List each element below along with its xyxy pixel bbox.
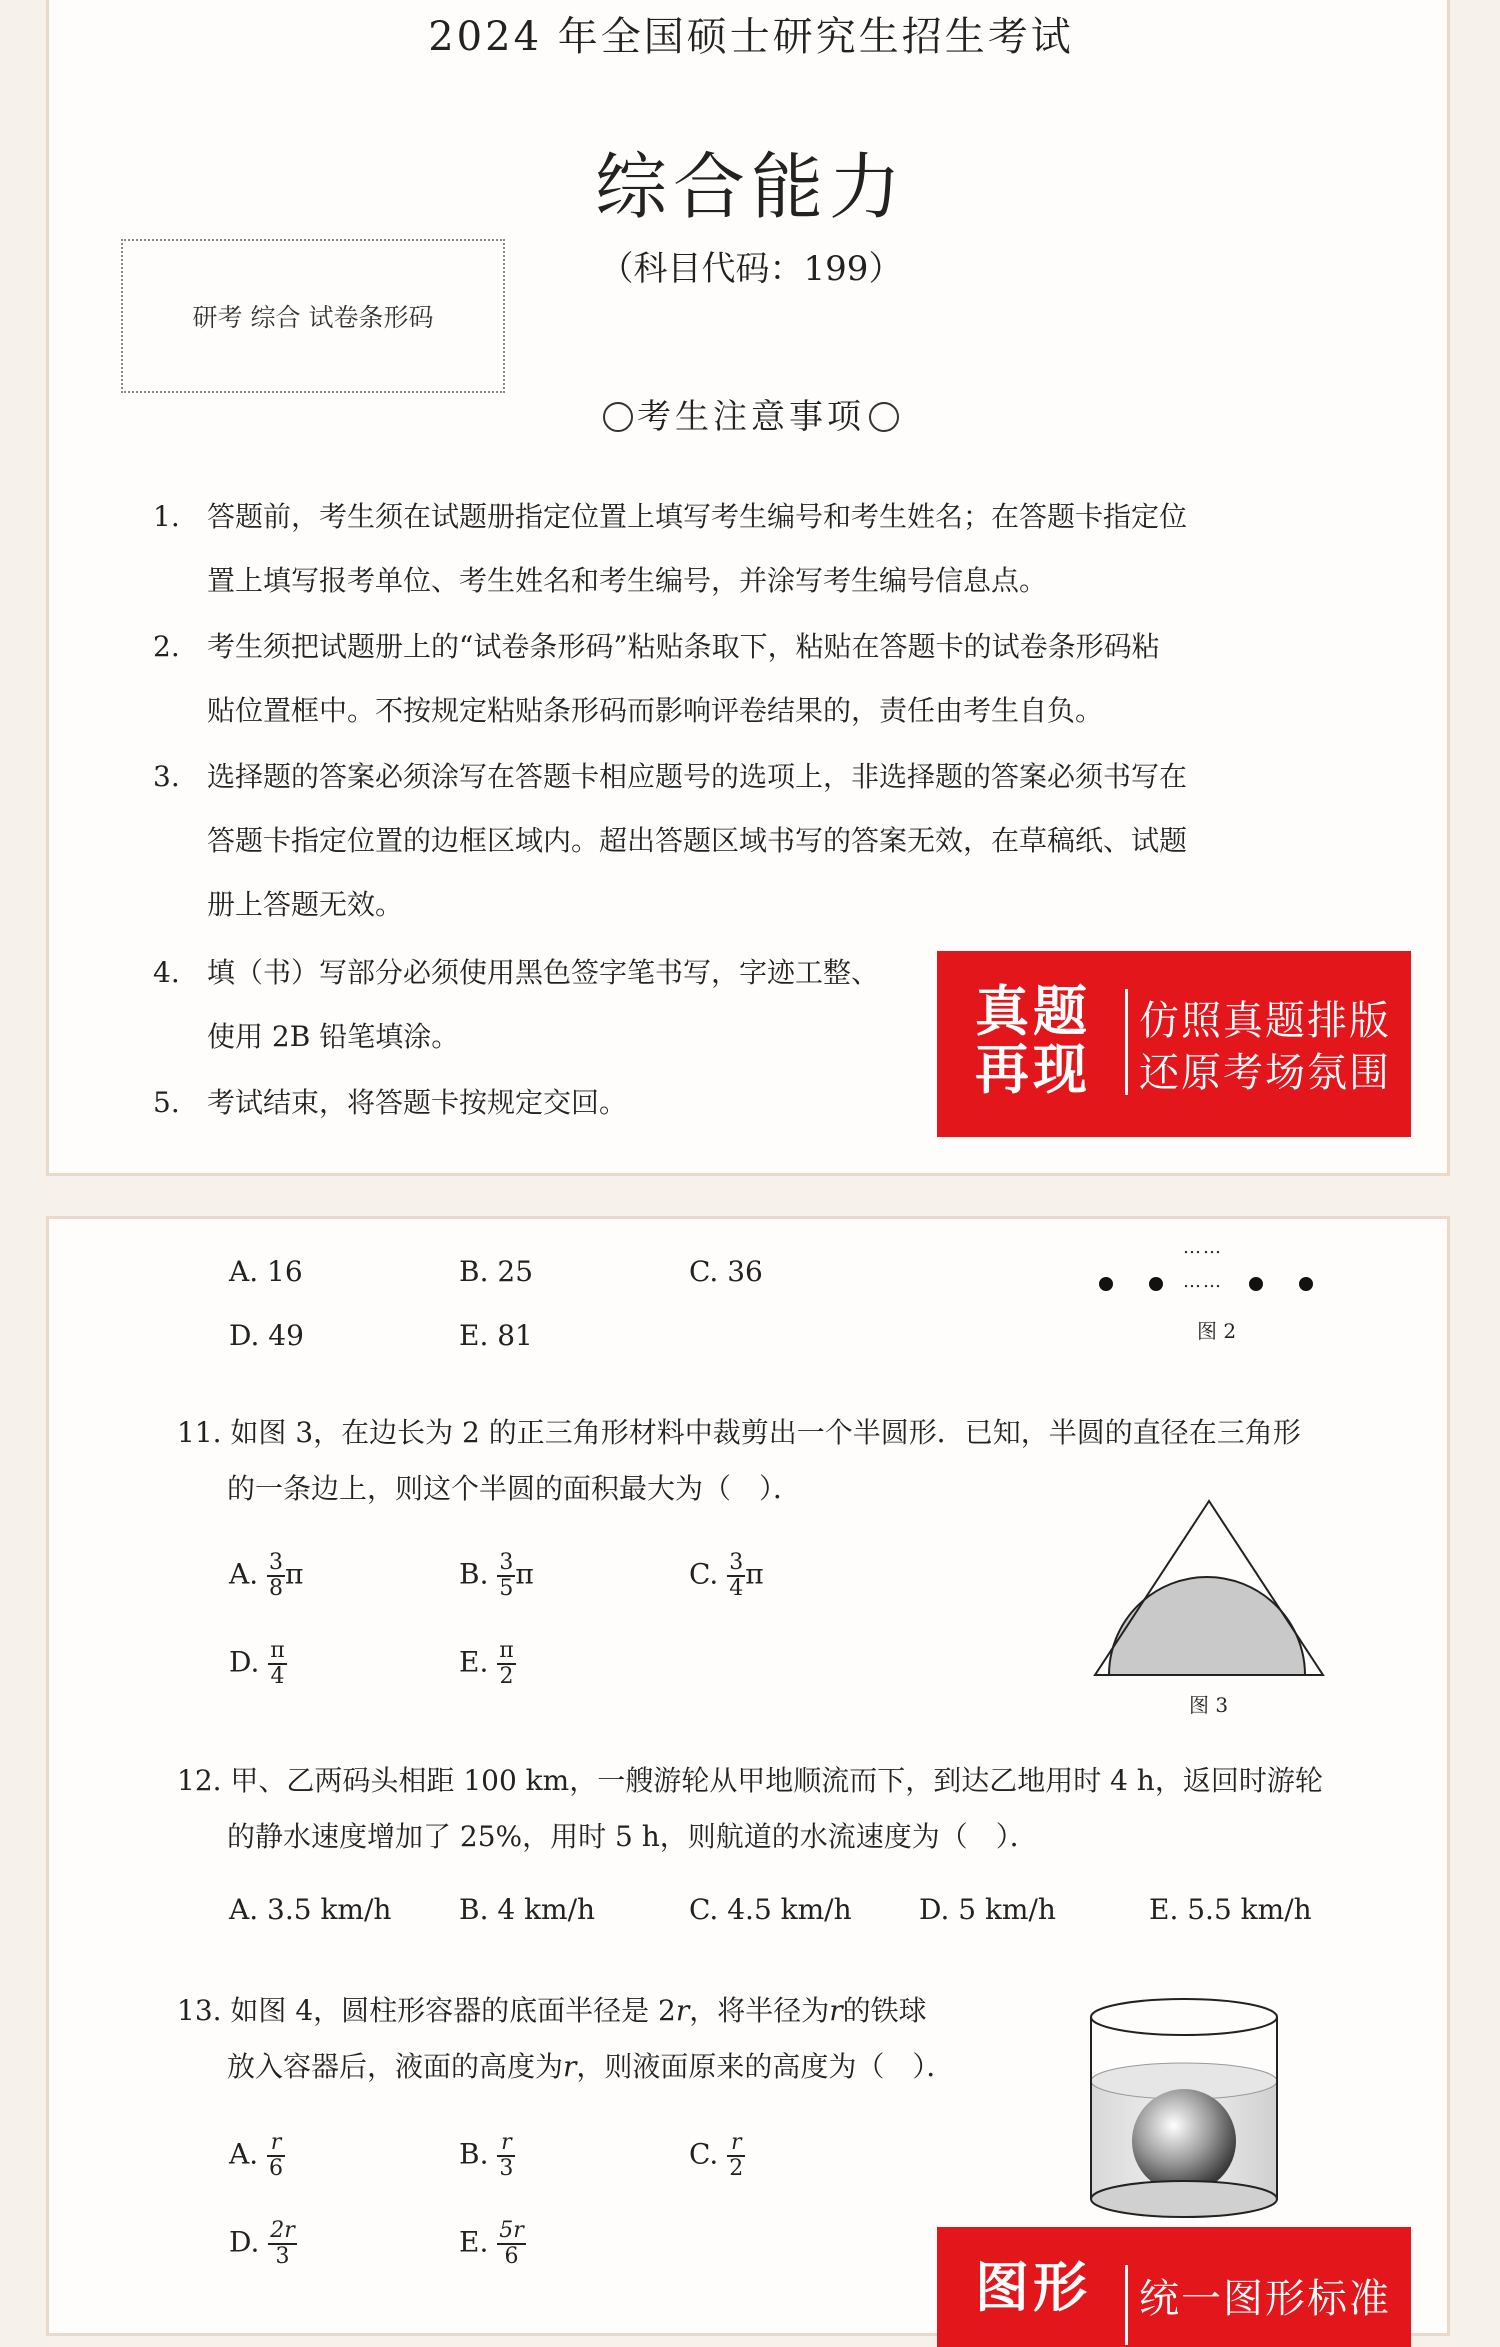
- q13-line: 放入容器后，液面的高度为r，则液面原来的高度为（ ）．: [227, 2050, 955, 2083]
- q12-option-d: D. 5 km/h: [919, 1893, 1056, 1926]
- q12-option-e: E. 5.5 km/h: [1149, 1893, 1312, 1926]
- q11-option-b: B. $\frac{3}{5}$ π: [459, 1550, 534, 1601]
- cylinder-ball-diagram: [1079, 1989, 1319, 2229]
- banner-small-text: 统一图形标准: [1139, 2276, 1391, 2322]
- notice-heading: [49, 389, 1453, 438]
- notice-number: 5.: [153, 1086, 180, 1119]
- q13-option-d: D. $\frac{2r}{3}$: [229, 2218, 295, 2269]
- notice-number: 1.: [153, 500, 180, 533]
- notice-line: 答题前，考生须在试题册指定位置上填写考生编号和考生姓名；在答题卡指定位: [207, 500, 1188, 533]
- notice-line: 册上答题无效。: [207, 888, 404, 921]
- q12-line: 的静水速度增加了 25%，用时 5 h，则航道的水流速度为（ ）．: [227, 1820, 1038, 1853]
- q13-option-b: B. $\frac{r}{3}$: [459, 2130, 514, 2181]
- notice-number: 3.: [153, 760, 180, 793]
- fig2-dots: ……: [1183, 1271, 1223, 1292]
- q10-option-c: C. 36: [689, 1255, 763, 1288]
- q11-option-a: A. $\frac{3}{8}$ π: [229, 1550, 304, 1601]
- q12-line: 12. 甲、乙两码头相距 100 km，一艘游轮从甲地顺流而下，到达乙地用时 4 h，返回时游轮: [177, 1764, 1323, 1797]
- fig2-dot: [1249, 1277, 1263, 1291]
- q11-line: 的一条边上，则这个半圆的面积最大为（ ）．: [227, 1472, 802, 1505]
- fig2-dot: [1149, 1277, 1163, 1291]
- figure-4: [1079, 1989, 1319, 2229]
- q11-option-e: E. $\frac{\pi}{2}$: [459, 1638, 514, 1689]
- q10-option-d: D. 49: [229, 1319, 304, 1352]
- banner-small-text: 仿照真题排版: [1139, 998, 1391, 1044]
- q11-option-d: D. $\frac{\pi}{4}$: [229, 1638, 285, 1689]
- barcode-box: [121, 239, 505, 393]
- subject-code: （科目代码：199）: [599, 249, 903, 289]
- exam-title: 2024 年全国硕士研究生招生考试: [428, 14, 1074, 60]
- fig2-dot: [1099, 1277, 1113, 1291]
- q10-option-b: B. 25: [459, 1255, 534, 1288]
- notice-line: 填（书）写部分必须使用黑色签字笔书写，字迹工整、: [207, 956, 880, 989]
- notice-heading-text: 考生注意事项: [637, 397, 865, 437]
- notice-line: 选择题的答案必须涂写在答题卡相应题号的选项上，非选择题的答案必须书写在: [207, 760, 1188, 793]
- barcode-label: 研考 综合 试卷条形码: [192, 303, 434, 332]
- banner-small-text: 还原考场氛围: [1139, 1050, 1391, 1096]
- q12-option-a: A. 3.5 km/h: [229, 1893, 392, 1926]
- notice-line: 使用 2B 铅笔填涂。: [207, 1020, 460, 1053]
- fig3-caption: 图 3: [1189, 1693, 1229, 1717]
- exam-cover-page: [46, 0, 1450, 1176]
- exam-question-page: [46, 1216, 1450, 2336]
- notice-item: [153, 485, 1353, 613]
- fig2-dot: [1299, 1277, 1313, 1291]
- banner-big-text: 真题: [975, 980, 1091, 1043]
- notice-line: 考生须把试题册上的“试卷条形码”粘贴条取下，粘贴在答题卡的试卷条形码粘: [207, 630, 1160, 663]
- subject-title: 综合能力: [594, 145, 907, 229]
- fig2-caption: 图 2: [1197, 1319, 1237, 1343]
- notice-item: [153, 615, 1353, 743]
- triangle-semicircle-diagram: [1069, 1481, 1349, 1681]
- figure-2: [1089, 1237, 1329, 1357]
- q11-line: 11. 如图 3，在边长为 2 的正三角形材料中裁剪出一个半圆形．已知，半圆的直径在三角形: [177, 1416, 1301, 1449]
- q11-option-c: C. $\frac{3}{4}$ π: [689, 1550, 764, 1601]
- notice-line: 置上填写报考单位、考生姓名和考生编号，并涂写考生编号信息点。: [207, 564, 1048, 597]
- q10-option-a: A. 16: [229, 1255, 303, 1288]
- banner-big-text: 再现: [975, 1038, 1091, 1101]
- circle-icon: [603, 402, 633, 432]
- notice-number: 2.: [153, 630, 180, 663]
- circle-icon: [869, 402, 899, 432]
- q13-option-a: A. $\frac{r}{6}$: [229, 2130, 284, 2181]
- q13-option-c: C. $\frac{r}{2}$: [689, 2130, 744, 2181]
- promo-banner: [937, 2227, 1411, 2347]
- q10-option-e: E. 81: [459, 1319, 533, 1352]
- notice-line: 考试结束，将答题卡按规定交回。: [207, 1086, 628, 1119]
- figure-3: [1069, 1481, 1349, 1721]
- notice-line: 贴位置框中。不按规定粘贴条形码而影响评卷结果的，责任由考生自负。: [207, 694, 1104, 727]
- fig2-dots: ……: [1183, 1237, 1223, 1258]
- banner-divider: [1125, 2265, 1128, 2345]
- notice-number: 4.: [153, 956, 180, 989]
- notice-item: [153, 745, 1353, 937]
- q12-option-c: C. 4.5 km/h: [689, 1893, 852, 1926]
- banner-divider: [1125, 989, 1128, 1095]
- q13-option-e: E. $\frac{5r}{6}$: [459, 2218, 524, 2269]
- promo-banner: [937, 951, 1411, 1137]
- banner-big-text: 图形: [975, 2256, 1091, 2319]
- notice-line: 答题卡指定位置的边框区域内。超出答题区域书写的答案无效，在草稿纸、试题: [207, 824, 1188, 857]
- q13-line: 13. 如图 4，圆柱形容器的底面半径是 2r，将半径为r的铁球: [177, 1994, 927, 2027]
- q12-option-b: B. 4 km/h: [459, 1893, 596, 1926]
